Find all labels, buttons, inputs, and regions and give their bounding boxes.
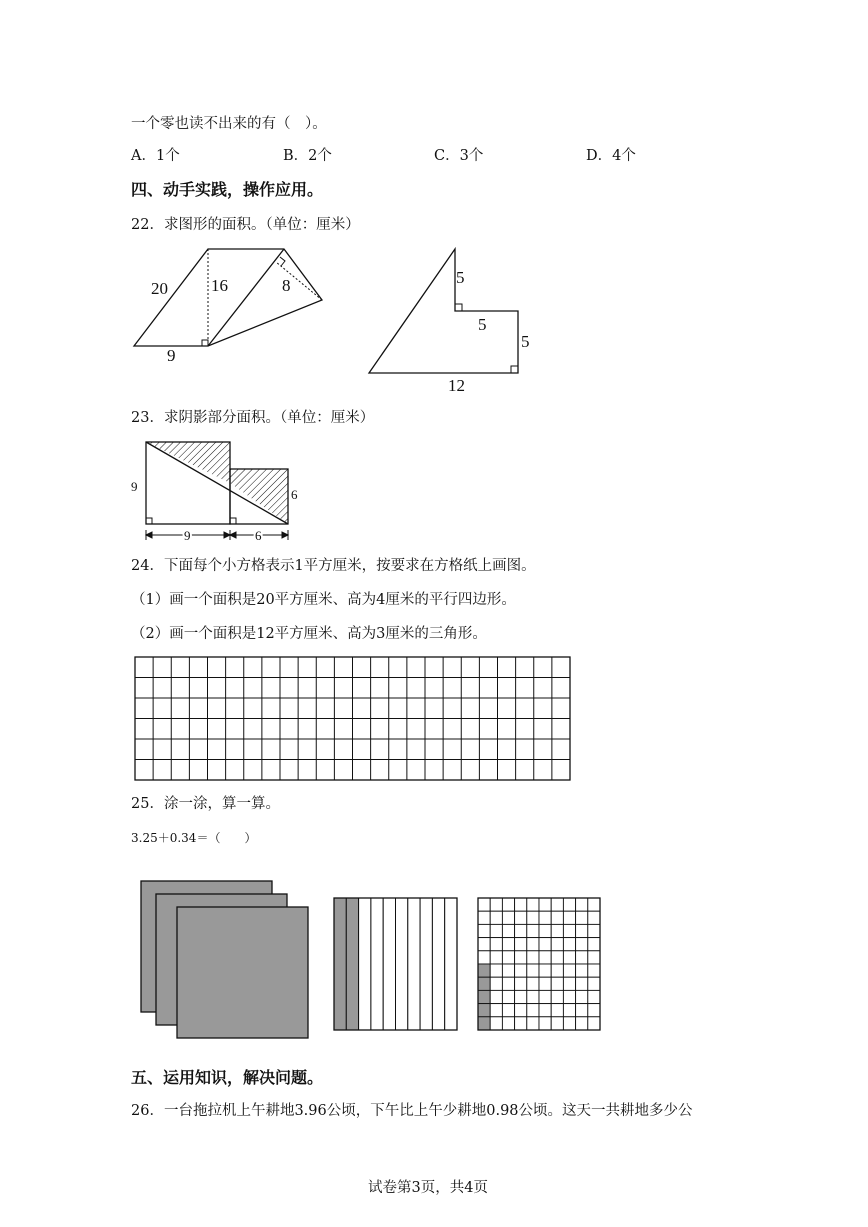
hundredth-cell[interactable] — [539, 990, 551, 1003]
hundredth-cell[interactable] — [576, 938, 588, 951]
hundredth-cell[interactable] — [478, 938, 490, 951]
hundredth-cell[interactable] — [576, 951, 588, 964]
hundredth-cell[interactable] — [490, 964, 502, 977]
hundredth-cell[interactable] — [563, 898, 575, 911]
q22-fig2-right-vertical: 5 — [521, 332, 530, 351]
hundredth-cell[interactable] — [515, 938, 527, 951]
hundredth-cell[interactable] — [502, 924, 514, 937]
q22-fig2-step-horizontal: 5 — [478, 315, 487, 334]
hundredth-cell[interactable] — [527, 964, 539, 977]
q21-option-c: C．3个 — [434, 148, 484, 164]
hundredth-cell[interactable] — [576, 964, 588, 977]
tenth-strip[interactable] — [420, 898, 432, 1030]
q22-figure-2 — [369, 249, 518, 373]
q21-text: 一个零也读不出来的有（ ）。 — [131, 116, 327, 132]
hundredth-cell[interactable] — [539, 1017, 551, 1030]
hundredth-cell[interactable] — [515, 898, 527, 911]
hundredth-cell[interactable] — [478, 990, 490, 1003]
hundredth-cell[interactable] — [478, 898, 490, 911]
hundredth-cell[interactable] — [515, 990, 527, 1003]
tenth-strip[interactable] — [432, 898, 444, 1030]
hundredth-cell[interactable] — [539, 898, 551, 911]
hundredth-cell[interactable] — [551, 1017, 563, 1030]
hundredth-cell[interactable] — [551, 951, 563, 964]
hundredth-cell[interactable] — [563, 951, 575, 964]
q21-option-a: A．1个 — [131, 148, 180, 164]
section-5-title: 五、运用知识，解决问题。 — [131, 1068, 324, 1087]
hundredth-cell[interactable] — [588, 990, 600, 1003]
hundredth-cell[interactable] — [539, 924, 551, 937]
q24-grid-paper[interactable] — [135, 657, 570, 780]
hundredth-cell[interactable] — [551, 938, 563, 951]
hundredth-cell[interactable] — [478, 977, 490, 990]
hundredth-cell[interactable] — [588, 911, 600, 924]
hundredth-cell[interactable] — [588, 898, 600, 911]
q25-hundredths-grid[interactable] — [478, 898, 600, 1030]
hundredth-cell[interactable] — [563, 924, 575, 937]
tenth-strip[interactable] — [445, 898, 457, 1030]
q22-fig1-slant: 20 — [151, 279, 168, 298]
hundredth-cell[interactable] — [588, 977, 600, 990]
tenth-strip[interactable] — [334, 898, 346, 1030]
hundredth-cell[interactable] — [539, 1004, 551, 1017]
tenth-strip[interactable] — [396, 898, 408, 1030]
q21-option-b: B．2个 — [283, 148, 332, 164]
tenth-strip[interactable] — [359, 898, 371, 1030]
hundredth-cell[interactable] — [563, 1004, 575, 1017]
hundredth-cell[interactable] — [490, 898, 502, 911]
hundredth-cell[interactable] — [527, 938, 539, 951]
q22-fig2-top-vertical: 5 — [456, 268, 465, 287]
hundredth-cell[interactable] — [588, 964, 600, 977]
hundredth-cell[interactable] — [527, 898, 539, 911]
q25-unit-squares — [141, 881, 308, 1038]
page-footer: 试卷第3页，共4页 — [368, 1180, 488, 1196]
hundredth-cell[interactable] — [539, 964, 551, 977]
section-4-title: 四、动手实践，操作应用。 — [131, 180, 324, 199]
hundredth-cell[interactable] — [539, 951, 551, 964]
tenth-strip[interactable] — [371, 898, 383, 1030]
hundredth-cell[interactable] — [515, 1017, 527, 1030]
tenth-strip[interactable] — [346, 898, 358, 1030]
q22-fig2-base: 12 — [448, 376, 465, 395]
hundredth-cell[interactable] — [515, 964, 527, 977]
hundredth-cell[interactable] — [576, 898, 588, 911]
hundredth-cell[interactable] — [515, 911, 527, 924]
hundredth-cell[interactable] — [478, 911, 490, 924]
hundredth-cell[interactable] — [563, 911, 575, 924]
hundredth-cell[interactable] — [576, 977, 588, 990]
hundredth-cell[interactable] — [576, 1017, 588, 1030]
q25-prompt: 25．涂一涂，算一算。 — [131, 796, 280, 812]
hundredth-cell[interactable] — [490, 977, 502, 990]
hundredth-cell[interactable] — [576, 924, 588, 937]
hundredth-cell[interactable] — [563, 938, 575, 951]
q24-prompt: 24．下面每个小方格表示1平方厘米，按要求在方格纸上画图。 — [131, 558, 536, 574]
hundredth-cell[interactable] — [539, 911, 551, 924]
hundredth-cell[interactable] — [478, 1004, 490, 1017]
hundredth-cell[interactable] — [478, 924, 490, 937]
hundredth-cell[interactable] — [588, 938, 600, 951]
hundredth-cell[interactable] — [588, 951, 600, 964]
hundredth-cell[interactable] — [502, 1017, 514, 1030]
hundredth-cell[interactable] — [490, 924, 502, 937]
hundredth-cell[interactable] — [515, 924, 527, 937]
hundredth-cell[interactable] — [539, 977, 551, 990]
hundredth-cell[interactable] — [576, 990, 588, 1003]
hundredth-cell[interactable] — [576, 1004, 588, 1017]
hundredth-cell[interactable] — [502, 898, 514, 911]
hundredth-cell[interactable] — [576, 911, 588, 924]
hundredth-cell[interactable] — [551, 977, 563, 990]
hundredth-cell[interactable] — [588, 924, 600, 937]
hundredth-cell[interactable] — [527, 924, 539, 937]
q26-prompt: 26．一台拖拉机上午耕地3.96公顷，下午比上午少耕地0.98公顷。这天一共耕地多少公 — [131, 1103, 693, 1119]
q23-left-side: 9 — [131, 479, 138, 494]
hundredth-cell[interactable] — [551, 924, 563, 937]
tenth-strip[interactable] — [408, 898, 420, 1030]
hundredth-cell[interactable] — [539, 938, 551, 951]
tenth-strip[interactable] — [383, 898, 395, 1030]
hundredth-cell[interactable] — [490, 990, 502, 1003]
hundredth-cell[interactable] — [527, 1017, 539, 1030]
q23-base-right: 6 — [255, 528, 262, 543]
q22-fig1-height: 16 — [211, 276, 228, 295]
hundredth-cell[interactable] — [515, 951, 527, 964]
q23-figure — [146, 442, 288, 540]
hundredth-cell[interactable] — [502, 990, 514, 1003]
hundredth-cell[interactable] — [527, 911, 539, 924]
hundredth-cell[interactable] — [527, 990, 539, 1003]
hundredth-cell[interactable] — [527, 951, 539, 964]
q24-sub-1: （1）画一个面积是20平方厘米、高为4厘米的平行四边形。 — [131, 592, 516, 608]
q24-sub-2: （2）画一个面积是12平方厘米、高为3厘米的三角形。 — [131, 626, 487, 642]
hundredth-cell[interactable] — [502, 951, 514, 964]
q23-right-side: 6 — [291, 487, 298, 502]
hundredth-cell[interactable] — [478, 1017, 490, 1030]
hundredth-cell[interactable] — [478, 964, 490, 977]
q22-fig1-tri-height: 8 — [282, 276, 291, 295]
hundredth-cell[interactable] — [515, 1004, 527, 1017]
hundredth-cell[interactable] — [502, 1004, 514, 1017]
hundredth-cell[interactable] — [588, 1004, 600, 1017]
hundredth-cell[interactable] — [515, 977, 527, 990]
hundredth-cell[interactable] — [527, 977, 539, 990]
hundredth-cell[interactable] — [478, 951, 490, 964]
hundredth-cell[interactable] — [551, 911, 563, 924]
hundredth-cell[interactable] — [588, 1017, 600, 1030]
hundredth-cell[interactable] — [551, 990, 563, 1003]
q21-option-d: D．4个 — [586, 148, 636, 164]
hundredth-cell[interactable] — [490, 1017, 502, 1030]
hundredth-cell[interactable] — [502, 964, 514, 977]
q22-fig1-base: 9 — [167, 346, 176, 365]
hundredth-cell[interactable] — [563, 990, 575, 1003]
hundredth-cell[interactable] — [490, 1004, 502, 1017]
hundredth-cell[interactable] — [502, 977, 514, 990]
hundredth-cell[interactable] — [490, 911, 502, 924]
hundredth-cell[interactable] — [563, 964, 575, 977]
q25-tenths-strips[interactable] — [334, 898, 457, 1030]
hundredth-cell[interactable] — [527, 1004, 539, 1017]
hundredth-cell[interactable] — [490, 938, 502, 951]
hundredth-cell[interactable] — [551, 898, 563, 911]
hundredth-cell[interactable] — [563, 977, 575, 990]
q25-equation: 3.25＋0.34＝（ ） — [131, 831, 257, 845]
q23-base-left: 9 — [184, 528, 191, 543]
hundredth-cell[interactable] — [551, 964, 563, 977]
hundredth-cell[interactable] — [490, 951, 502, 964]
q23-prompt: 23．求阴影部分面积。（单位：厘米） — [131, 410, 375, 426]
q22-prompt: 22．求图形的面积。（单位：厘米） — [131, 217, 360, 233]
hundredth-cell[interactable] — [563, 1017, 575, 1030]
hundredth-cell[interactable] — [551, 1004, 563, 1017]
hundredth-cell[interactable] — [502, 911, 514, 924]
hundredth-cell[interactable] — [502, 938, 514, 951]
